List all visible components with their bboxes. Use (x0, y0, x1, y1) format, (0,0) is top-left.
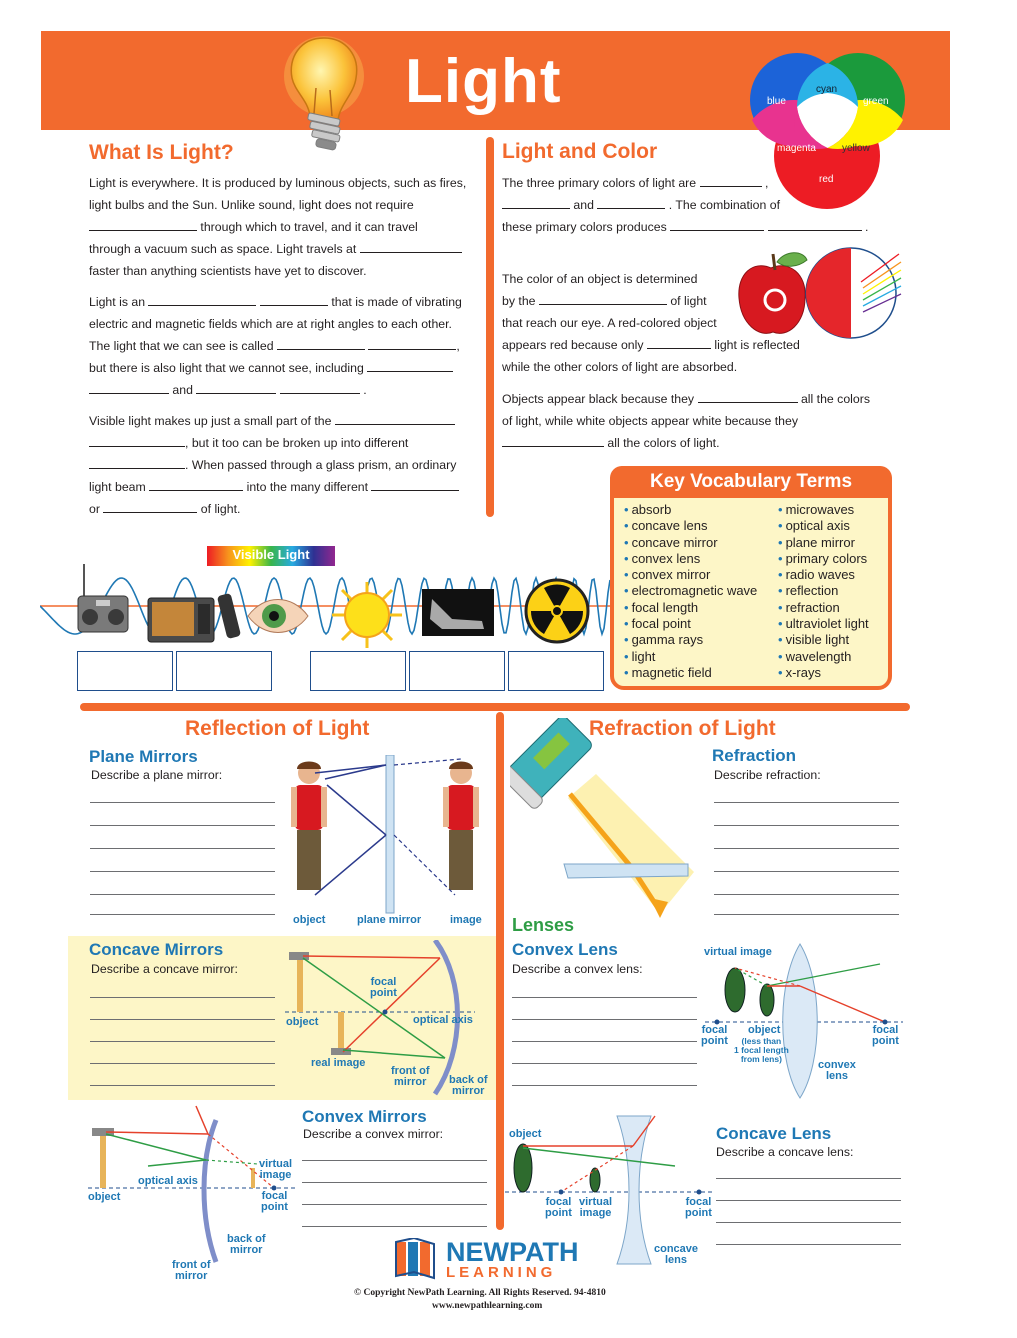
text-line: faster than anything scientists have yet to discover. (89, 264, 367, 278)
light-bulb-icon (270, 28, 380, 156)
text-line: Light is an (89, 295, 146, 309)
venn-cyan-label: cyan (816, 84, 838, 95)
convex-object-label: object (88, 1191, 121, 1203)
vocabulary-term (624, 616, 774, 632)
bullet-icon: • (624, 648, 629, 664)
text-line: mirror (230, 1244, 263, 1256)
spectrum-answer-box[interactable] (77, 651, 173, 691)
concave-mirrors-heading: Concave Mirrors (89, 940, 224, 959)
section-divider (80, 703, 910, 711)
answer-blank[interactable] (148, 293, 256, 306)
person-figure (291, 762, 327, 891)
text-line: , but it too can be broken up into different (185, 436, 409, 450)
bullet-icon: • (778, 648, 783, 664)
answer-blank[interactable] (539, 292, 667, 305)
vocabulary-term (624, 649, 774, 665)
what-is-light-heading: What Is Light? (89, 141, 234, 164)
light-and-color-text (502, 172, 892, 238)
text-line: that is made of vibrating (331, 295, 462, 309)
text-line: point (685, 1207, 712, 1219)
answer-blank[interactable] (260, 293, 328, 306)
brand-subname: LEARNING (446, 1264, 557, 1281)
answer-line[interactable] (90, 825, 275, 826)
vocabulary-term (778, 551, 890, 567)
eye-icon (246, 592, 310, 640)
vocabulary-term-label: light (631, 648, 656, 664)
vocabulary-list-left (624, 502, 774, 681)
vocabulary-term (624, 518, 774, 534)
answer-blank[interactable] (89, 434, 185, 447)
plane-object-label: object (293, 914, 326, 926)
text-line: into the many different (246, 480, 369, 494)
reflection-heading: Reflection of Light (185, 717, 370, 740)
convex-virtual-image-label (259, 1159, 292, 1181)
page-title: Light (405, 47, 562, 116)
lenses-heading: Lenses (512, 915, 575, 935)
concave-object-label: object (286, 1016, 319, 1028)
vocabulary-term (778, 665, 890, 681)
answer-blank[interactable] (367, 359, 453, 372)
text-line: focal (545, 1196, 572, 1208)
answer-line[interactable] (714, 914, 899, 915)
vocabulary-term (624, 665, 774, 681)
text-line: all the colors (800, 392, 870, 406)
bullet-icon: • (778, 502, 783, 517)
text-line: virtual (259, 1158, 293, 1170)
refraction-prompt: Describe refraction: (714, 768, 821, 782)
vocabulary-term (624, 567, 774, 583)
answer-blank[interactable] (149, 478, 243, 491)
answer-blank[interactable] (277, 337, 365, 350)
text-line: . (864, 220, 869, 234)
text-line: The color of an object is determined (502, 272, 698, 286)
bullet-icon: • (778, 632, 783, 648)
plane-mirror-prompt: Describe a plane mirror: (91, 768, 223, 782)
column-divider (496, 712, 504, 1230)
bullet-icon: • (778, 583, 783, 599)
venn-blue-label: blue (767, 96, 786, 107)
text-line: through a vacuum such as space. Light travels at (89, 242, 357, 256)
spectrum-answer-box[interactable] (508, 651, 604, 691)
answer-blank[interactable] (502, 196, 570, 209)
text-line: of light. (200, 502, 241, 516)
convex-focal-label (261, 1191, 288, 1213)
concave-lens-heading: Concave Lens (716, 1124, 832, 1143)
text-line: front of (172, 1259, 211, 1271)
vocabulary-term-label: electromagnetic wave (631, 583, 758, 599)
bullet-icon: • (624, 664, 629, 680)
refraction-subheading: Refraction (712, 746, 797, 765)
text-line: all the colors of light. (607, 436, 720, 450)
convex-lens-prompt: Describe a convex lens: (512, 962, 643, 976)
vocabulary-list-right (778, 502, 890, 681)
bullet-icon: • (778, 550, 783, 566)
website-link[interactable]: www.newpathlearning.com (432, 1301, 543, 1311)
vocabulary-term-label: concave lens (631, 518, 708, 534)
answer-line[interactable] (512, 1063, 697, 1064)
answer-line[interactable] (716, 1200, 901, 1201)
text-line: light bulbs and the Sun. Unlike sound, light does not require (89, 198, 414, 212)
what-is-light-text (89, 172, 484, 520)
concave-lens-focal-right-label (685, 1197, 712, 1219)
convex-mirror-prompt: Describe a convex mirror: (303, 1127, 444, 1141)
vocabulary-term-label: focal point (631, 616, 691, 632)
answer-blank[interactable] (502, 434, 604, 447)
text-line: Visible light makes up just a small part of the (89, 414, 332, 428)
answer-line[interactable] (716, 1244, 901, 1245)
image-figure (443, 762, 479, 891)
answer-blank[interactable] (371, 478, 459, 491)
concave-mirror-prompt: Describe a concave mirror: (91, 962, 238, 976)
text-line: light beam (89, 480, 146, 494)
convex-lens-focal-left-label (701, 1025, 728, 1047)
vocabulary-term-label: radio waves (785, 567, 855, 583)
answer-blank[interactable] (360, 240, 462, 253)
brand-name: NEWPATH (446, 1237, 579, 1267)
concave-optical-axis-label: optical axis (413, 1014, 473, 1026)
answer-blank[interactable] (103, 500, 197, 513)
text-line: concave (654, 1243, 699, 1255)
light-and-color-heading: Light and Color (502, 140, 658, 163)
answer-line[interactable] (90, 1085, 275, 1086)
microwave-oven-icon (146, 596, 216, 644)
text-line: back of (227, 1233, 266, 1245)
text-line: appears red because only (502, 338, 644, 352)
vocabulary-term (778, 583, 890, 599)
convex-lens-focal-right-label (872, 1025, 899, 1047)
venn-green-label: green (863, 96, 889, 107)
answer-blank[interactable] (196, 381, 276, 394)
answer-blank[interactable] (700, 174, 762, 187)
vocabulary-term-label: optical axis (785, 518, 850, 534)
vocabulary-term (624, 551, 774, 567)
vocabulary-term-label: ultraviolet light (785, 616, 869, 632)
answer-line[interactable] (714, 825, 899, 826)
venn-yellow-label: yellow (842, 143, 870, 154)
convex-mirrors-heading: Convex Mirrors (302, 1107, 427, 1126)
answer-line[interactable] (90, 997, 275, 998)
refraction-heading: Refraction of Light (589, 717, 776, 740)
answer-line[interactable] (90, 802, 275, 803)
bullet-icon: • (778, 664, 783, 680)
answer-blank[interactable] (647, 336, 711, 349)
radio-icon (76, 562, 132, 636)
bullet-icon: • (778, 599, 783, 615)
vocabulary-term (624, 535, 774, 551)
vocabulary-term (778, 518, 890, 534)
answer-line[interactable] (512, 997, 697, 998)
remote-control-icon (216, 592, 246, 642)
text-line: back of (449, 1074, 488, 1086)
answer-line[interactable] (302, 1226, 487, 1227)
bullet-icon: • (778, 616, 783, 632)
text-line: 1 focal length (734, 1045, 789, 1055)
text-line: . When passed through a glass prism, an ordinary (185, 458, 457, 472)
bullet-icon: • (624, 534, 629, 550)
answer-blank[interactable] (280, 381, 360, 394)
concave-lens-prompt: Describe a concave lens: (716, 1145, 854, 1159)
bullet-icon: • (624, 518, 629, 534)
vocabulary-term-label: convex lens (631, 550, 701, 566)
answer-line[interactable] (302, 1160, 487, 1161)
vocabulary-term (778, 502, 890, 518)
concave-real-image-label: real image (311, 1057, 366, 1069)
vocabulary-term-label: gamma rays (631, 632, 704, 648)
vocabulary-term-label: reflection (785, 583, 839, 599)
text-line: electric and magnetic fields which are at right angles to each other. (89, 317, 452, 331)
vocabulary-term-label: microwaves (785, 502, 855, 517)
text-line: through which to travel, and it can travel (200, 220, 418, 234)
text-line: lens (665, 1254, 688, 1266)
bullet-icon: • (624, 599, 629, 615)
vocabulary-term-label: convex mirror (631, 567, 711, 583)
text-line: or (89, 502, 100, 516)
convex-lens-diagram (705, 942, 905, 1102)
convex-back-label (227, 1234, 266, 1256)
visible-light-label: Visible Light (232, 547, 310, 562)
answer-line[interactable] (714, 894, 899, 895)
text-line: front of (391, 1065, 430, 1077)
answer-blank[interactable] (768, 218, 862, 231)
vocabulary-term (778, 616, 890, 632)
text-line: light is reflected (714, 338, 800, 352)
bullet-icon: • (624, 616, 629, 632)
radiation-symbol-icon (524, 578, 590, 644)
text-line: lens (825, 1070, 848, 1082)
answer-blank[interactable] (597, 196, 665, 209)
text-line: focal (261, 1190, 288, 1202)
concave-focal-label (370, 977, 397, 999)
text-line: of light (670, 294, 707, 308)
apple-reflection-illustration (733, 246, 903, 346)
vocabulary-term (778, 600, 890, 616)
answer-line[interactable] (716, 1178, 901, 1179)
bullet-icon: • (624, 567, 629, 583)
text-line: , (764, 176, 769, 190)
concave-lens-focal-left-label (545, 1197, 572, 1219)
concave-lens-object-label: object (509, 1128, 542, 1140)
text-line: that reach our eye. A red-colored object (502, 316, 717, 330)
answer-blank[interactable] (89, 218, 197, 231)
concave-front-label (391, 1066, 429, 1088)
text-line: The light that we can see is called (89, 339, 274, 353)
text-line: convex (818, 1059, 856, 1071)
answer-blank[interactable] (89, 381, 169, 394)
answer-line[interactable] (90, 1019, 275, 1020)
text-line: Objects appear black because they (502, 392, 695, 406)
answer-line[interactable] (302, 1204, 487, 1205)
answer-line[interactable] (714, 848, 899, 849)
spectrum-answer-box[interactable] (176, 651, 272, 691)
answer-line[interactable] (90, 848, 275, 849)
vocabulary-term-label: primary colors (785, 550, 868, 566)
x-ray-image (422, 589, 494, 636)
plane-mirror-label: plane mirror (357, 914, 422, 926)
text-line: (less than (741, 1036, 782, 1046)
text-line: focal (370, 976, 397, 988)
black-white-text (502, 388, 892, 454)
text-line: and (573, 198, 594, 212)
text-line: by the (502, 294, 536, 308)
bullet-icon: • (624, 550, 629, 566)
answer-line[interactable] (512, 1041, 697, 1042)
bullet-icon: • (624, 632, 629, 648)
text-line: mirror (175, 1270, 208, 1282)
bullet-icon: • (778, 534, 783, 550)
text-line: . (363, 383, 367, 397)
answer-line[interactable] (90, 871, 275, 872)
copyright-text: © Copyright NewPath Learning. All Rights Reserved. 94-4810 (354, 1288, 606, 1298)
text-line: of light, while white objects appear white because they (502, 414, 798, 428)
plane-image-label: image (450, 914, 482, 926)
text-line: from lens) (740, 1054, 782, 1064)
vocabulary-term (778, 632, 890, 648)
venn-red-label: red (819, 174, 834, 185)
vocabulary-term-label: wavelength (785, 648, 852, 664)
answer-line[interactable] (90, 914, 275, 915)
plane-mirror-diagram (285, 755, 490, 915)
vocabulary-term-label: visible light (785, 632, 850, 648)
bullet-icon: • (778, 567, 783, 583)
text-line: Light is everywhere. It is produced by luminous objects, such as fires, (89, 176, 467, 190)
column-divider (486, 137, 494, 517)
vocabulary-term-label: absorb (631, 502, 672, 517)
text-line: focal (701, 1024, 728, 1036)
convex-lens-object-label: object (748, 1024, 781, 1036)
answer-blank[interactable] (368, 337, 456, 350)
convex-lens-label (818, 1060, 856, 1082)
vocabulary-term (778, 567, 890, 583)
text-line: The three primary colors of light are (502, 176, 697, 190)
sun-icon (330, 580, 404, 650)
convex-lens-note (734, 1037, 789, 1064)
answer-line[interactable] (714, 802, 899, 803)
convex-lens-heading: Convex Lens (512, 940, 618, 959)
vocabulary-term-label: x-rays (785, 664, 821, 680)
vocabulary-heading: Key Vocabulary Terms (610, 466, 892, 498)
convex-optical-axis-label: optical axis (138, 1175, 198, 1187)
answer-line[interactable] (512, 1085, 697, 1086)
text-line: and (172, 383, 193, 397)
vocabulary-term (778, 649, 890, 665)
text-line: virtual (579, 1196, 613, 1208)
concave-lens-label (654, 1244, 698, 1266)
answer-line[interactable] (302, 1182, 487, 1183)
answer-line[interactable] (90, 894, 275, 895)
answer-blank[interactable] (335, 412, 455, 425)
spectrum-answer-box[interactable] (310, 651, 406, 691)
bullet-icon: • (778, 518, 783, 534)
text-line: mirror (452, 1085, 485, 1097)
vocabulary-term (624, 632, 774, 648)
text-line: point (872, 1035, 899, 1047)
answer-line[interactable] (90, 1063, 275, 1064)
vocabulary-term-label: focal length (631, 599, 699, 615)
answer-line[interactable] (714, 871, 899, 872)
answer-line[interactable] (90, 1041, 275, 1042)
text-line: these primary colors produces (502, 220, 667, 234)
vocabulary-term-label: magnetic field (631, 664, 712, 680)
text-line: mirror (394, 1076, 427, 1088)
answer-line[interactable] (512, 1019, 697, 1020)
concave-lens-virtual-image-label (579, 1197, 612, 1219)
text-line: focal (872, 1024, 899, 1036)
answer-line[interactable] (716, 1222, 901, 1223)
text-line: image (259, 1169, 292, 1181)
vocabulary-term (778, 535, 890, 551)
spectrum-answer-box[interactable] (409, 651, 505, 691)
answer-blank[interactable] (670, 218, 764, 231)
vocabulary-term-label: plane mirror (785, 534, 855, 550)
flashlight-refraction-diagram (510, 718, 700, 928)
text-line: , (456, 339, 460, 353)
plane-mirrors-heading: Plane Mirrors (89, 747, 198, 766)
text-line: point (261, 1201, 288, 1213)
text-line: but there is also light that we cannot see, including (89, 361, 364, 375)
venn-magenta-label: magenta (777, 143, 816, 154)
convex-lens-virtual-image-label: virtual image (704, 946, 772, 958)
concave-back-label (449, 1075, 488, 1097)
text-line: point (370, 987, 397, 999)
text-line: focal (685, 1196, 712, 1208)
vocabulary-term-label: refraction (785, 599, 840, 615)
newpath-logo-icon (394, 1238, 440, 1280)
text-line: . The combination of (668, 198, 780, 212)
vocabulary-term (624, 600, 774, 616)
text-line: while the other colors of light are absorbed. (502, 360, 738, 374)
vocabulary-term (624, 502, 774, 518)
answer-blank[interactable] (698, 390, 798, 403)
text-line: image (579, 1207, 612, 1219)
vocabulary-term (624, 583, 774, 599)
text-line: point (545, 1207, 572, 1219)
convex-front-label (172, 1260, 210, 1282)
vocabulary-term-label: concave mirror (631, 534, 718, 550)
answer-blank[interactable] (89, 456, 185, 469)
text-line: point (701, 1035, 728, 1047)
bullet-icon: • (624, 583, 629, 599)
bullet-icon: • (624, 502, 629, 517)
